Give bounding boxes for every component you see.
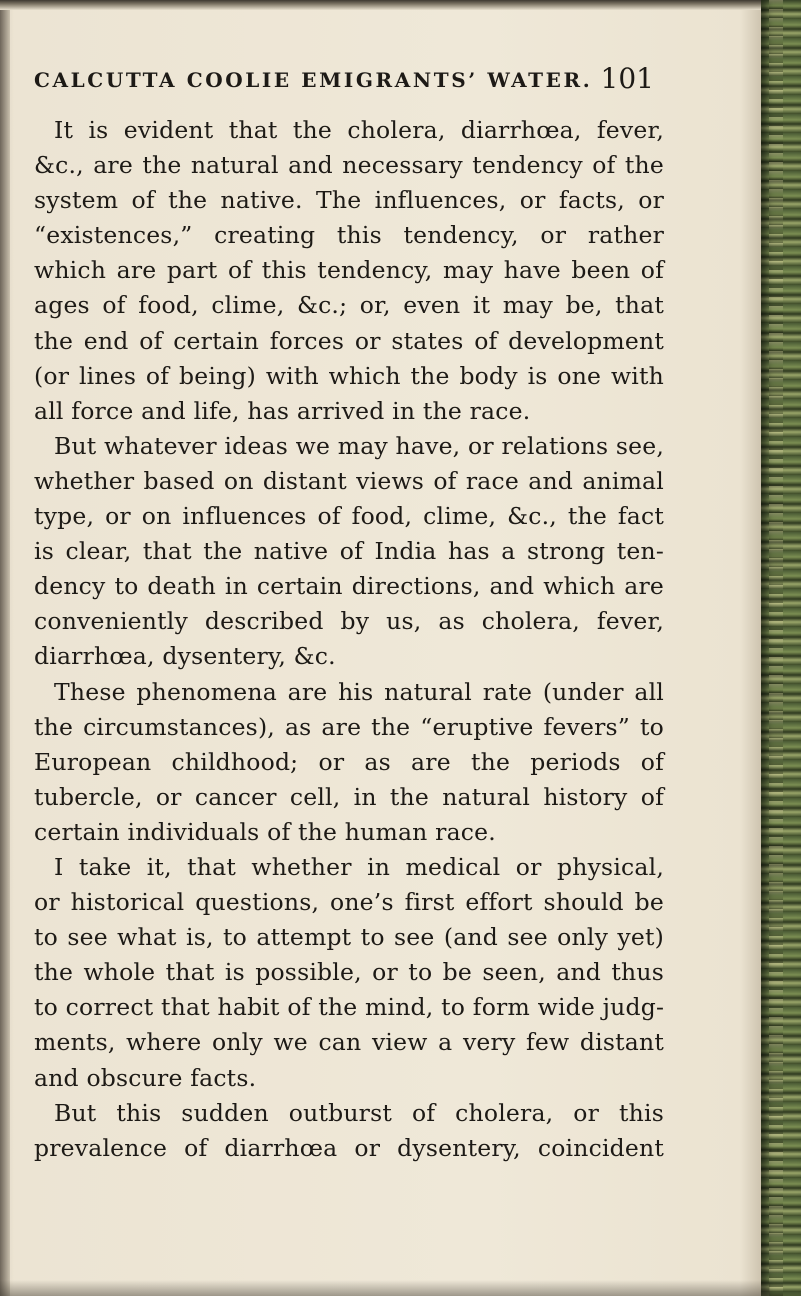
- page-number: 101: [600, 62, 654, 95]
- text-line: &c., are the natural and necessary tendency of the: [34, 151, 664, 180]
- body-text: [34, 113, 664, 1166]
- text-line: But this sudden outburst of cholera, or this: [54, 1098, 664, 1127]
- text-line: tubercle, or cancer cell, in the natural history of: [34, 782, 664, 811]
- text-line: diarrhœa, dysentery, &c.: [34, 642, 336, 671]
- text-line: whether based on distant views of race and animal: [34, 466, 664, 495]
- text-line: and obscure facts.: [34, 1063, 257, 1092]
- text-line: certain individuals of the human race.: [34, 817, 496, 846]
- text-line: (or lines of being) with which the body is one with: [34, 361, 664, 390]
- running-head: CALCUTTA COOLIE EMIGRANTS’ WATER.: [34, 68, 593, 92]
- book-binding-edge: [761, 0, 801, 1296]
- page-bottom-shadow: [0, 1280, 770, 1296]
- text-line: all force and life, has arrived in the race.: [34, 396, 531, 425]
- text-line: type, or on influences of food, clime, &c., the fact: [34, 502, 664, 531]
- text-line: the circumstances), as are the “eruptive fevers” to: [34, 712, 664, 741]
- text-line: “existences,” creating this tendency, or rather: [34, 221, 664, 250]
- text-line: It is evident that the cholera, diarrhœa, fever,: [54, 116, 664, 144]
- text-line: to correct that habit of the mind, to form wide judg-: [34, 993, 665, 1022]
- text-line: to see what is, to attempt to see (and see only yet): [34, 923, 664, 952]
- text-line: system of the native. The influences, or facts, or: [34, 186, 664, 215]
- text-line: prevalence of diarrhœa or dysentery, coincident: [34, 1133, 664, 1162]
- text-line: European childhood; or as are the periods of: [34, 747, 664, 776]
- text-line: the whole that is possible, or to be seen, and thus: [34, 958, 664, 987]
- text-line: But whatever ideas we may have, or relations see,: [54, 431, 665, 460]
- page-header: [34, 62, 754, 98]
- text-line: conveniently described by us, as cholera, fever,: [34, 607, 664, 636]
- text-line: or historical questions, one’s first effort should be: [34, 888, 664, 917]
- text-line: I take it, that whether in medical or physical,: [54, 852, 664, 881]
- page-left-shadow: [0, 0, 10, 1296]
- text-line: which are part of this tendency, may have been of: [34, 256, 664, 285]
- text-line: is clear, that the native of India has a strong ten-: [34, 537, 664, 566]
- text-line: the end of certain forces or states of development: [34, 326, 664, 355]
- text-line: ments, where only we can view a very few distant: [34, 1028, 664, 1057]
- page-top-edge: [0, 0, 770, 10]
- text-line: ages of food, clime, &c.; or, even it may be, that: [34, 291, 664, 320]
- text-line: These phenomena are his natural rate (under all: [54, 677, 664, 706]
- text-line: dency to death in certain directions, and which are: [34, 572, 664, 601]
